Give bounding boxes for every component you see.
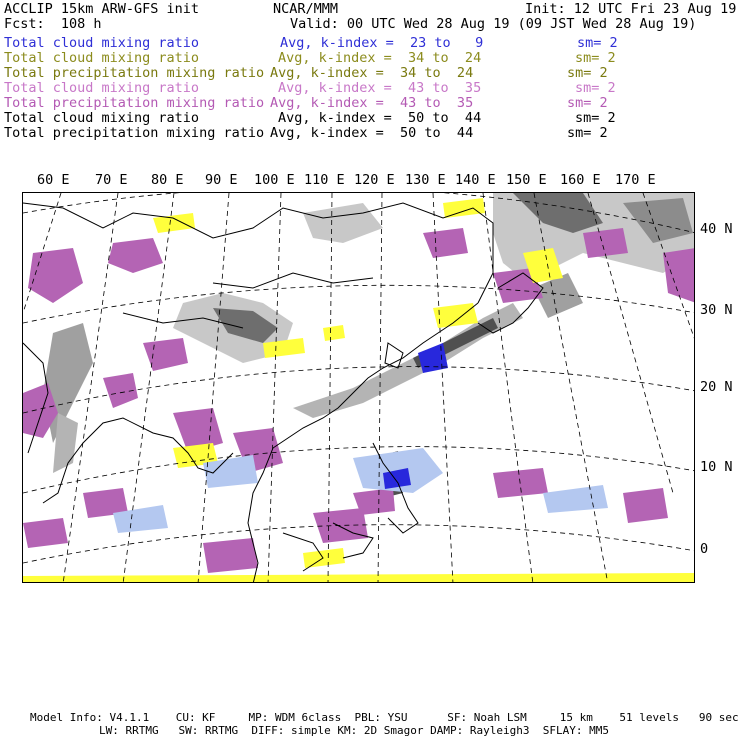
valid-time: Valid: 00 UTC Wed 28 Aug 19 (09 JST Wed 28 Aug 19) (290, 16, 697, 32)
map-canvas (23, 193, 695, 583)
legend-range-3: Avg, k-index = 34 to 24 (270, 65, 474, 81)
lat-label: 20 N (700, 379, 733, 395)
legend-field-3: Total precipitation mixing ratio (4, 65, 265, 81)
lon-label: 160 E (560, 172, 601, 188)
legend-range-7: Avg, k-index = 50 to 44 (270, 125, 474, 141)
legend-field-1: Total cloud mixing ratio (4, 35, 200, 51)
lat-label: 0 (700, 541, 709, 557)
lon-label: 70 E (95, 172, 128, 188)
legend-sm-6: sm= 2 (575, 110, 616, 126)
legend-field-5: Total precipitation mixing ratio (4, 95, 265, 111)
lat-label: 30 N (700, 302, 733, 318)
lon-label: 110 E (304, 172, 345, 188)
forecast-hour: Fcst: 108 h (4, 16, 102, 32)
legend-field-6: Total cloud mixing ratio (4, 110, 200, 126)
legend-field-4: Total cloud mixing ratio (4, 80, 200, 96)
lon-label: 140 E (455, 172, 496, 188)
legend-field-7: Total precipitation mixing ratio (4, 125, 265, 141)
legend-range-5: Avg, k-index = 43 to 35 (270, 95, 474, 111)
legend-sm-4: sm= 2 (575, 80, 616, 96)
organization-label: NCAR/MMM (273, 1, 339, 17)
legend-field-2: Total cloud mixing ratio (4, 50, 200, 66)
init-time: Init: 12 UTC Fri 23 Aug 19 (525, 1, 737, 17)
lon-label: 60 E (37, 172, 70, 188)
lat-label: 10 N (700, 459, 733, 475)
lon-label: 130 E (405, 172, 446, 188)
legend-sm-5: sm= 2 (567, 95, 608, 111)
legend-sm-3: sm= 2 (567, 65, 608, 81)
lat-label: 40 N (700, 221, 733, 237)
lon-label: 80 E (151, 172, 184, 188)
model-info-line2: LW: RRTMG SW: RRTMG DIFF: simple KM: 2D Smagor DAMP: Rayleigh3 SFLAY: MM5 (99, 724, 609, 737)
lon-label: 100 E (254, 172, 295, 188)
legend-sm-1: sm= 2 (577, 35, 618, 51)
legend-sm-2: sm= 2 (575, 50, 616, 66)
lon-label: 120 E (354, 172, 395, 188)
legend-range-4: Avg, k-index = 43 to 35 (278, 80, 482, 96)
lon-label: 150 E (506, 172, 547, 188)
legend-sm-7: sm= 2 (567, 125, 608, 141)
lon-label: 170 E (615, 172, 656, 188)
model-title: ACCLIP 15km ARW-GFS init (4, 1, 200, 17)
legend-range-1: Avg, k-index = 23 to 9 (280, 35, 484, 51)
legend-range-6: Avg, k-index = 50 to 44 (278, 110, 482, 126)
forecast-map (22, 192, 695, 583)
legend-range-2: Avg, k-index = 34 to 24 (278, 50, 482, 66)
lon-label: 90 E (205, 172, 238, 188)
model-info-line1: Model Info: V4.1.1 CU: KF MP: WDM 6class PBL: YSU SF: Noah LSM 15 km 51 levels 90 sec (30, 711, 739, 724)
